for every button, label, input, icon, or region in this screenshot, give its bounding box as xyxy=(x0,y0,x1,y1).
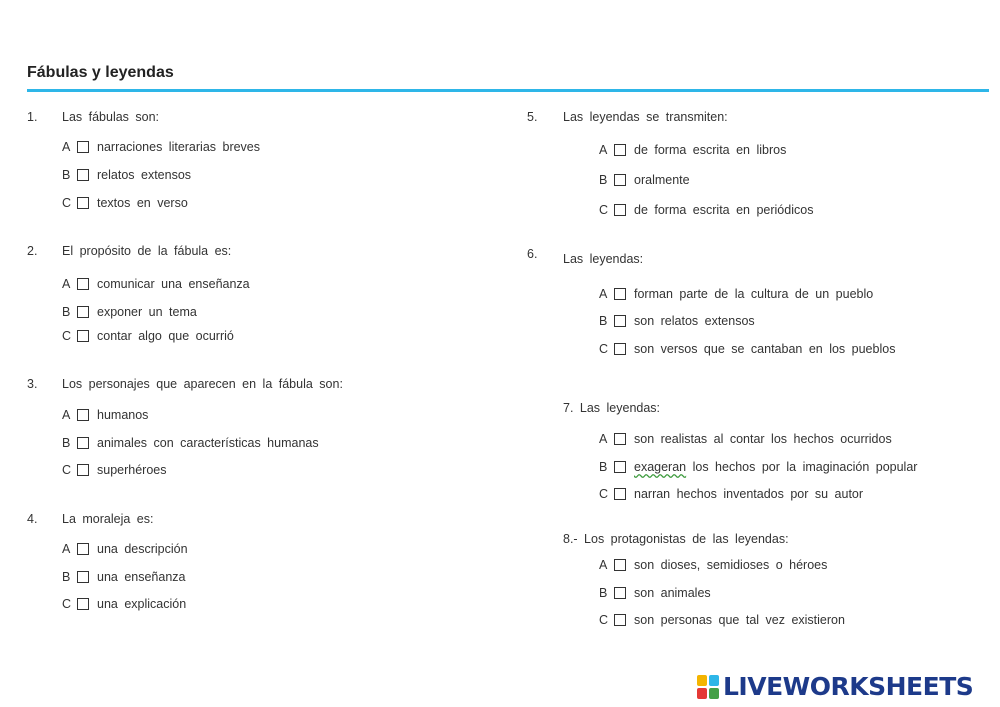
option-row xyxy=(599,287,873,301)
option-row xyxy=(599,487,863,501)
answer-checkbox[interactable] xyxy=(614,343,626,355)
answer-checkbox[interactable] xyxy=(614,614,626,626)
answer-checkbox[interactable] xyxy=(77,306,89,318)
option-text: comunicar una enseñanza xyxy=(97,277,250,291)
option-letter: B xyxy=(62,305,71,319)
liveworksheets-logo-icon xyxy=(697,675,719,699)
option-letter: A xyxy=(599,287,608,301)
answer-checkbox[interactable] xyxy=(77,598,89,610)
option-text: contar algo que ocurrió xyxy=(97,329,234,343)
question-text: 7. Las leyendas: xyxy=(563,401,661,415)
answer-checkbox[interactable] xyxy=(614,144,626,156)
option-text: animales con características humanas xyxy=(97,436,319,450)
option-text: son animales xyxy=(634,586,711,600)
option-text: narran hechos inventados por su autor xyxy=(634,487,864,501)
option-letter: C xyxy=(599,342,609,356)
option-row xyxy=(599,432,892,446)
option-text: los hechos por la imaginación popular xyxy=(686,460,918,474)
answer-checkbox[interactable] xyxy=(77,169,89,181)
answer-checkbox[interactable] xyxy=(614,288,626,300)
page-title: Fábulas y leyendas xyxy=(27,64,174,81)
answer-checkbox[interactable] xyxy=(77,278,89,290)
option-row xyxy=(599,342,895,356)
option-text: una descripción xyxy=(97,542,188,556)
option-letter: A xyxy=(599,558,608,572)
option-row xyxy=(599,173,690,187)
option-letter: A xyxy=(62,542,71,556)
option-text: son relatos extensos xyxy=(634,314,755,328)
question-text: 8.- Los protagonistas de las leyendas: xyxy=(563,532,789,546)
answer-checkbox[interactable] xyxy=(77,437,89,449)
question-text: La moraleja es: xyxy=(62,512,154,526)
option-row xyxy=(599,460,917,474)
option-row xyxy=(62,305,197,319)
option-row xyxy=(599,314,755,328)
option-row xyxy=(599,558,827,572)
option-text: son personas que tal vez existieron xyxy=(634,613,845,627)
option-text: una enseñanza xyxy=(97,570,186,584)
option-text: de forma escrita en periódicos xyxy=(634,203,814,217)
answer-checkbox[interactable] xyxy=(614,315,626,327)
option-text: son versos que se cantaban en los pueblos xyxy=(634,342,896,356)
option-row xyxy=(62,196,188,210)
option-letter: C xyxy=(62,329,72,343)
option-row xyxy=(62,277,250,291)
answer-checkbox[interactable] xyxy=(614,433,626,445)
option-row xyxy=(62,140,260,154)
answer-checkbox[interactable] xyxy=(77,464,89,476)
option-letter: C xyxy=(62,463,72,477)
option-row xyxy=(62,597,186,611)
answer-checkbox[interactable] xyxy=(77,141,89,153)
answer-checkbox[interactable] xyxy=(77,543,89,555)
answer-checkbox[interactable] xyxy=(77,571,89,583)
option-letter: A xyxy=(599,143,608,157)
option-letter: C xyxy=(599,487,609,501)
option-letter: A xyxy=(62,408,71,422)
question-number: 2. xyxy=(27,244,38,258)
option-letter: B xyxy=(62,168,71,182)
option-letter: B xyxy=(599,173,608,187)
option-text: relatos extensos xyxy=(97,168,192,182)
option-row xyxy=(62,436,319,450)
option-letter: A xyxy=(62,277,71,291)
answer-checkbox[interactable] xyxy=(614,587,626,599)
question-number: 5. xyxy=(527,110,538,124)
option-row xyxy=(62,329,234,343)
option-row xyxy=(62,168,191,182)
option-letter: B xyxy=(599,586,608,600)
option-text: son dioses, semidioses o héroes xyxy=(634,558,828,572)
question-number: 6. xyxy=(527,247,538,261)
option-letter: B xyxy=(62,570,71,584)
option-text: oralmente xyxy=(634,173,690,187)
question-number: 4. xyxy=(27,512,38,526)
option-row xyxy=(62,542,188,556)
question-text: Las leyendas: xyxy=(563,252,644,266)
answer-checkbox[interactable] xyxy=(614,461,626,473)
option-text: forman parte de la cultura de un pueblo xyxy=(634,287,874,301)
answer-checkbox[interactable] xyxy=(77,330,89,342)
title-divider xyxy=(27,89,989,92)
option-text: superhéroes xyxy=(97,463,167,477)
option-text: son realistas al contar los hechos ocurridos xyxy=(634,432,892,446)
option-letter: A xyxy=(599,432,608,446)
option-letter: C xyxy=(599,203,609,217)
option-text: de forma escrita en libros xyxy=(634,143,787,157)
option-letter: B xyxy=(62,436,71,450)
option-letter: C xyxy=(62,196,72,210)
question-text: Las fábulas son: xyxy=(62,110,160,124)
option-row xyxy=(599,203,813,217)
option-text: una explicación xyxy=(97,597,187,611)
answer-checkbox[interactable] xyxy=(77,197,89,209)
option-text: narraciones literarias breves xyxy=(97,140,261,154)
question-text: El propósito de la fábula es: xyxy=(62,244,232,258)
option-row xyxy=(599,586,711,600)
liveworksheets-logo[interactable] xyxy=(697,672,973,701)
answer-checkbox[interactable] xyxy=(77,409,89,421)
option-row xyxy=(62,570,186,584)
question-text: Las leyendas se transmiten: xyxy=(563,110,728,124)
underlined-word: exageran xyxy=(634,460,687,474)
option-text: textos en verso xyxy=(97,196,188,210)
question-number: 1. xyxy=(27,110,38,124)
option-text: humanos xyxy=(97,408,149,422)
option-row xyxy=(62,463,167,477)
logo-text: LIVEWORKSHEETS xyxy=(723,672,974,701)
option-text: exponer un tema xyxy=(97,305,197,319)
answer-checkbox[interactable] xyxy=(614,204,626,216)
option-row xyxy=(599,613,845,627)
answer-checkbox[interactable] xyxy=(614,488,626,500)
option-row xyxy=(62,408,148,422)
option-letter: B xyxy=(599,460,608,474)
answer-checkbox[interactable] xyxy=(614,559,626,571)
option-row xyxy=(599,143,786,157)
option-letter: C xyxy=(62,597,72,611)
question-number: 3. xyxy=(27,377,38,391)
answer-checkbox[interactable] xyxy=(614,174,626,186)
option-letter: C xyxy=(599,613,609,627)
question-text: Los personajes que aparecen en la fábula son: xyxy=(62,377,343,391)
option-letter: A xyxy=(62,140,71,154)
option-letter: B xyxy=(599,314,608,328)
